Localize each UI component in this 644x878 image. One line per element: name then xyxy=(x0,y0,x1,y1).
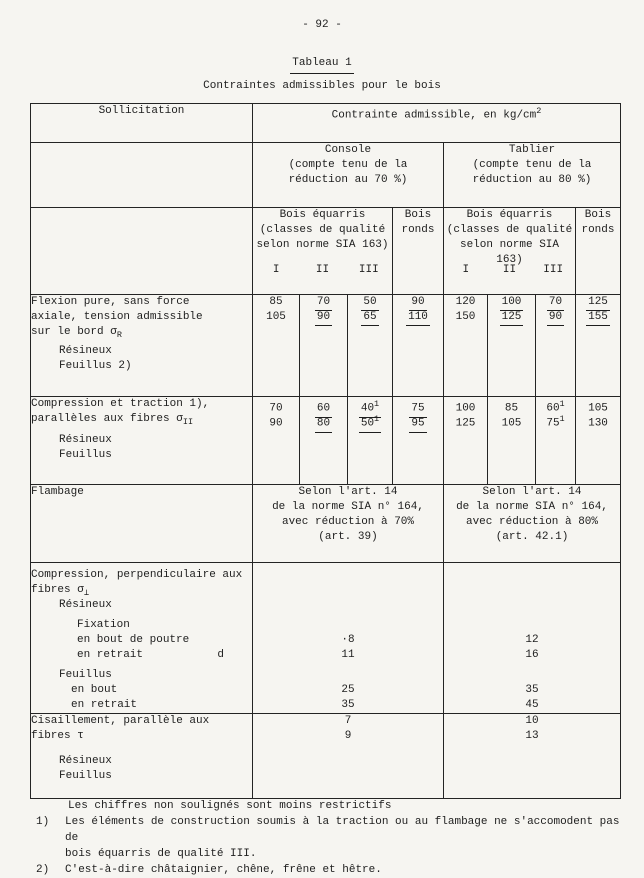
sigma-sub-II: II xyxy=(182,417,194,428)
header-console xyxy=(253,143,444,208)
flexion-label-line: sur le bord xyxy=(31,326,104,338)
value: 120 xyxy=(455,296,476,308)
footnote-2 xyxy=(36,862,636,878)
equarris-line: (classes de qualité xyxy=(259,224,386,236)
flexion-console-III xyxy=(348,295,393,397)
value: 155 xyxy=(588,311,608,323)
value: 70 xyxy=(269,402,283,415)
value: 90 xyxy=(316,311,331,323)
header-sollicitation: Sollicitation xyxy=(31,104,253,143)
empty-cell xyxy=(31,143,253,208)
species-feuillus: Feuillus 2) xyxy=(59,360,132,372)
compression-tablier-I xyxy=(444,397,488,485)
console-line: (compte tenu de la xyxy=(288,159,408,171)
flambage-tablier xyxy=(444,485,621,563)
footnote-1-number: 1) xyxy=(36,816,50,828)
console-line: Console xyxy=(324,144,372,156)
ronds-line: Bois xyxy=(584,209,612,221)
equarris-line: selon norme SIA 163) xyxy=(459,239,560,266)
header-ronds-console xyxy=(393,208,444,295)
tablier-line: réduction au 80 %) xyxy=(472,174,592,186)
value: 90 xyxy=(548,311,563,323)
value: 70 xyxy=(316,296,331,308)
en-bout-label: en bout xyxy=(71,684,118,696)
value: 75 xyxy=(411,402,425,415)
flexion-console-I xyxy=(253,295,300,397)
species-resineux: Résineux xyxy=(59,755,112,767)
flexion-label xyxy=(31,295,253,397)
flambage-tablier-line: (art. 42.1) xyxy=(495,531,569,543)
sigma-sub-perp: ⊥ xyxy=(83,588,89,599)
compression-label-line: Compression et traction 1), xyxy=(31,398,210,410)
cisaillement-label xyxy=(31,714,253,799)
en-bout-de-poutre-label: en bout de poutre xyxy=(77,634,190,646)
header-equarris-console xyxy=(253,208,393,295)
contrainte-sup: 2 xyxy=(536,106,542,116)
cisaillement-label-line: Cisaillement, parallèle aux xyxy=(31,715,210,727)
flexion-tablier-III xyxy=(536,295,576,397)
value: 60 xyxy=(546,402,560,415)
value: 25 xyxy=(341,684,355,696)
class-labels-tablier xyxy=(444,263,575,278)
flexion-tablier-II xyxy=(488,295,536,397)
value: 125 xyxy=(588,296,608,308)
ronds-line: ronds xyxy=(401,224,435,236)
species-resineux: Résineux xyxy=(59,599,112,611)
page-number: - 92 - xyxy=(302,19,342,31)
equarris-line: Bois équarris xyxy=(466,209,553,221)
stray-mark: d xyxy=(217,649,224,661)
class-I: I xyxy=(272,264,280,276)
flexion-console-II xyxy=(300,295,348,397)
value: 95 xyxy=(411,417,425,430)
header-row-1 xyxy=(31,104,621,143)
species-resineux: Résineux xyxy=(59,434,112,446)
compression-console-II xyxy=(300,397,348,485)
table-caption-text: Tableau 1 xyxy=(290,56,353,74)
value: ·8 xyxy=(341,634,355,646)
footnotes xyxy=(36,814,636,878)
value: 125 xyxy=(501,311,522,323)
value: 85 xyxy=(504,402,519,415)
value: 105 xyxy=(588,402,608,415)
flexion-console-ronds xyxy=(393,295,444,397)
cisaillement-label-line: fibres xyxy=(31,730,71,742)
flexion-tablier-I xyxy=(444,295,488,397)
ronds-line: Bois xyxy=(404,209,432,221)
value: 105 xyxy=(501,417,522,430)
species-resineux: Résineux xyxy=(59,345,112,357)
value: 65 xyxy=(363,311,377,323)
tau-symbol: τ xyxy=(77,730,84,742)
flambage-console-line: Selon l'art. 14 xyxy=(298,486,398,498)
value: 100 xyxy=(455,402,476,415)
value: 60 xyxy=(316,402,331,415)
table-caption xyxy=(0,56,644,74)
flambage-tablier-line: Selon l'art. 14 xyxy=(482,486,582,498)
compression-console-I xyxy=(253,397,300,485)
class-labels-console xyxy=(253,263,392,278)
row-cisaillement xyxy=(31,714,621,799)
cisaillement-console xyxy=(253,714,444,799)
flambage-console-line: avec réduction à 70% xyxy=(281,516,415,528)
perpendiculaire-tablier xyxy=(444,563,621,714)
compression-label-line: parallèles aux fibres xyxy=(31,413,170,425)
underline-note: Les chiffres non soulignés sont moins restrictifs xyxy=(68,800,392,812)
en-retrait-label: en retrait xyxy=(71,699,138,711)
compression-tablier-II xyxy=(488,397,536,485)
row-flexion xyxy=(31,295,621,397)
contraintes-table xyxy=(30,103,621,799)
footnote-1-line2: bois équarris de qualité III. xyxy=(65,848,257,860)
footnote-2-number: 2) xyxy=(36,864,50,876)
header-tablier xyxy=(444,143,621,208)
compression-tablier-ronds xyxy=(576,397,621,485)
header-row-3 xyxy=(31,208,621,295)
value: 90 xyxy=(411,296,425,308)
class-III: III xyxy=(543,264,564,276)
class-III: III xyxy=(358,264,379,276)
tablier-line: Tablier xyxy=(508,144,556,156)
contrainte-text: Contrainte admissible, en kg/cm xyxy=(331,109,537,122)
row-perpendiculaire xyxy=(31,563,621,714)
footnote-ref: 1 xyxy=(559,414,565,424)
value: 125 xyxy=(455,417,476,430)
value: 85 xyxy=(269,296,283,308)
sigma-symbol: σ xyxy=(176,413,183,425)
species-feuillus: Feuillus xyxy=(59,770,112,782)
flambage-tablier-line: de la norme SIA n° 164, xyxy=(456,501,608,513)
cisaillement-tablier xyxy=(444,714,621,799)
fixation-label: Fixation xyxy=(77,619,130,631)
value: 130 xyxy=(588,417,608,430)
flambage-console-line: (art. 39) xyxy=(318,531,378,543)
value: 10 xyxy=(525,715,539,727)
equarris-line: (classes de qualité xyxy=(446,224,573,236)
row-compression xyxy=(31,397,621,485)
value: 9 xyxy=(344,730,352,742)
sigma-sub-R: R xyxy=(116,330,122,341)
header-ronds-tablier xyxy=(576,208,621,295)
compression-console-III xyxy=(348,397,393,485)
value: 40 xyxy=(360,402,375,415)
value: 35 xyxy=(525,684,539,696)
value: 50 xyxy=(360,417,375,430)
header-contrainte-admissible xyxy=(253,104,621,143)
value: 13 xyxy=(525,730,539,742)
equarris-line: Bois équarris xyxy=(279,209,366,221)
header-equarris-tablier xyxy=(444,208,576,295)
compression-console-ronds xyxy=(393,397,444,485)
flambage-tablier-line: avec réduction à 80% xyxy=(465,516,599,528)
value: 75 xyxy=(546,417,560,430)
value: 150 xyxy=(455,311,476,323)
sigma-symbol: σ xyxy=(77,584,84,596)
flambage-console-line: de la norme SIA n° 164, xyxy=(272,501,424,513)
en-retrait-label: en retrait xyxy=(77,649,144,661)
value: 90 xyxy=(269,417,283,430)
value: 16 xyxy=(525,649,539,661)
value: 35 xyxy=(341,699,355,711)
equarris-line: selon norme SIA 163) xyxy=(256,239,389,251)
flexion-tablier-ronds xyxy=(576,295,621,397)
perpendiculaire-console xyxy=(253,563,444,714)
value: 100 xyxy=(501,296,522,308)
value: 7 xyxy=(344,715,352,727)
sigma-symbol: σ xyxy=(110,326,117,338)
flexion-label-line: axiale, tension admissible xyxy=(31,311,203,323)
class-II: II xyxy=(502,264,517,276)
empty-cell xyxy=(31,208,253,295)
footnote-2-line1: C'est-à-dire châtaignier, chêne, frêne et hêtre. xyxy=(65,864,382,876)
value: 12 xyxy=(525,634,539,646)
row-flambage xyxy=(31,485,621,563)
ronds-line: ronds xyxy=(581,224,615,236)
table-subtitle: Contraintes admissibles pour le bois xyxy=(203,80,441,92)
flambage-label: Flambage xyxy=(31,485,253,563)
perpendiculaire-label xyxy=(31,563,253,714)
value: 50 xyxy=(363,296,377,308)
value: 110 xyxy=(408,311,428,323)
tablier-line: (compte tenu de la xyxy=(472,159,592,171)
header-row-2 xyxy=(31,143,621,208)
class-II: II xyxy=(315,264,330,276)
value: 105 xyxy=(266,311,286,323)
footnote-ref: 1 xyxy=(374,399,380,409)
compression-tablier-III xyxy=(536,397,576,485)
perp-label-line: fibres xyxy=(31,584,71,596)
species-feuillus: Feuillus xyxy=(59,669,112,681)
footnote-1 xyxy=(36,814,636,862)
footnote-1-line1: Les éléments de construction soumis à la traction ou au flambage ne s'accomodent pas de xyxy=(65,816,620,844)
value: 80 xyxy=(316,417,331,430)
compression-label xyxy=(31,397,253,485)
footnote-ref: 1 xyxy=(374,414,380,424)
value: 70 xyxy=(548,296,563,308)
footnote-ref: 1 xyxy=(559,399,565,409)
class-I: I xyxy=(462,264,470,276)
value: 45 xyxy=(525,699,539,711)
flexion-label-line: Flexion pure, sans force xyxy=(31,296,190,308)
console-line: réduction au 70 %) xyxy=(288,174,408,186)
flambage-console xyxy=(253,485,444,563)
value: 11 xyxy=(341,649,355,661)
perp-label-line: Compression, perpendiculaire aux xyxy=(31,569,243,581)
species-feuillus: Feuillus xyxy=(59,449,112,461)
